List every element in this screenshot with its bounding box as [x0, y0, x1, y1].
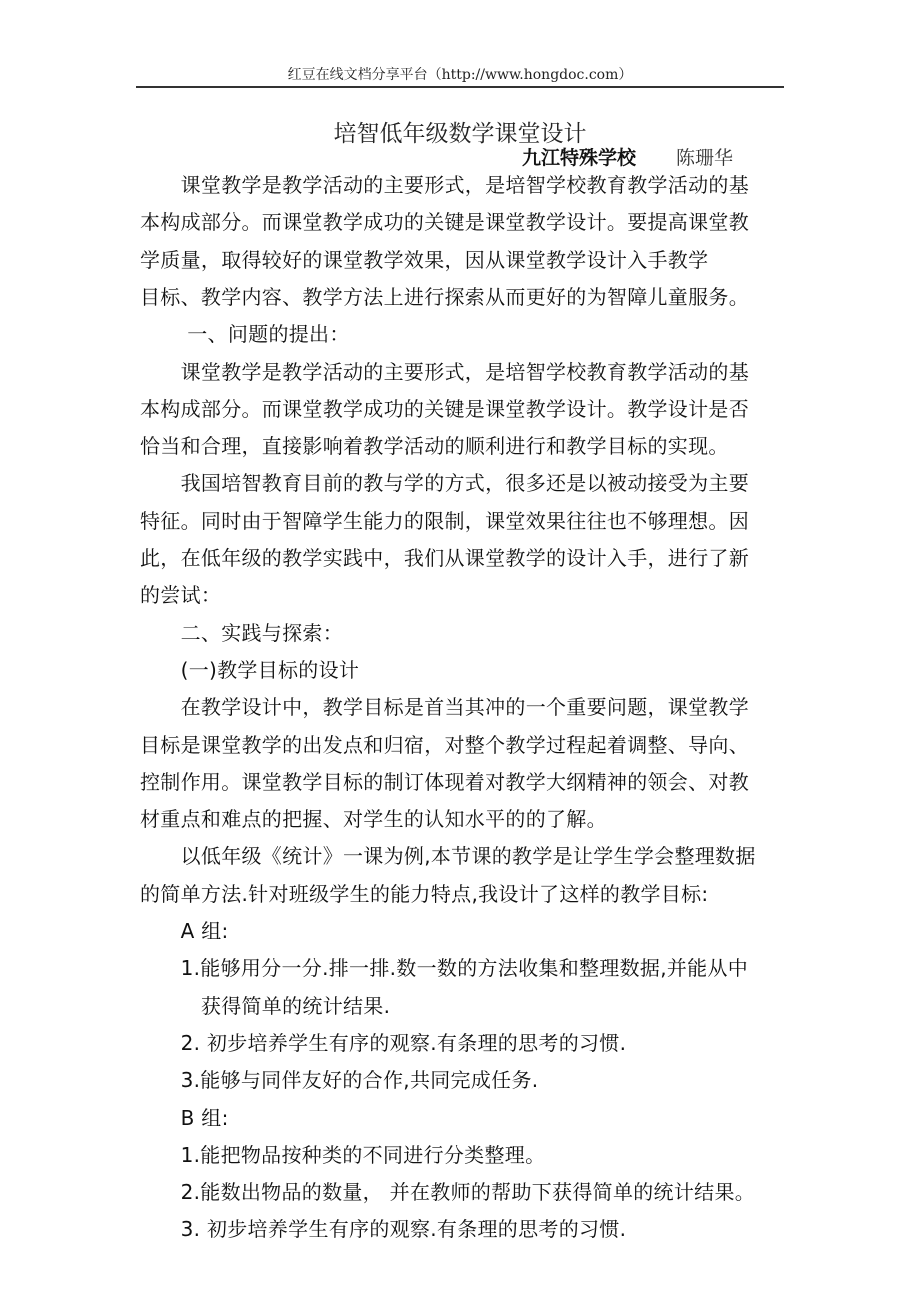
text-line: 目标、教学内容、教学方法上进行探索从而更好的为智障儿童服务。 — [140, 285, 749, 309]
page-header: 红豆在线文档分享平台（http://www.hongdoc.com） — [287, 67, 633, 83]
text-line: (一)教学目标的设计 — [140, 658, 360, 682]
text-line: B 组: — [140, 1106, 229, 1130]
text-line: 2. 初步培养学生有序的观察.有条理的思考的习惯. — [140, 1031, 627, 1055]
author-name: 陈珊华 — [676, 147, 734, 169]
author-school: 九江特殊学校 — [522, 147, 637, 169]
text-line: 控制作用。课堂教学目标的制订体现着对教学大纲精神的领会、对教 — [140, 770, 749, 794]
text-line: 以低年级《统计》一课为例,本节课的教学是让学生学会整理数据 — [140, 844, 756, 868]
text-line: 学质量，取得较好的课堂教学效果，因从课堂教学设计入手教学 — [140, 248, 709, 272]
text-line: 的尝试： — [140, 583, 222, 607]
text-line: 的简单方法.针对班级学生的能力特点,我设计了这样的教学目标: — [140, 882, 709, 906]
text-line: 一、问题的提出： — [140, 322, 350, 346]
text-line: 课堂教学是教学活动的主要形式，是培智学校教育教学活动的基 — [140, 173, 749, 197]
header-rule — [136, 86, 784, 88]
document-title: 培智低年级数学课堂设计 — [333, 121, 587, 147]
text-line: 二、实践与探索： — [140, 621, 343, 645]
text-line: 3. 初步培养学生有序的观察.有条理的思考的习惯. — [140, 1217, 627, 1241]
text-line: 目标是课堂教学的出发点和归宿，对整个教学过程起着调整、导向、 — [140, 733, 749, 757]
text-line: 材重点和难点的把握、对学生的认知水平的的了解。 — [140, 807, 607, 831]
text-line: 本构成部分。而课堂教学成功的关键是课堂教学设计。教学设计是否 — [140, 397, 749, 421]
text-line: 本构成部分。而课堂教学成功的关键是课堂教学设计。要提高课堂教 — [140, 210, 749, 234]
text-line: 1.能把物品按种类的不同进行分类整理。 — [140, 1143, 546, 1167]
text-line: 1.能够用分一分.排一排.数一数的方法收集和整理数据,并能从中 — [140, 956, 749, 980]
text-line: A 组: — [140, 919, 229, 943]
text-line: 获得简单的统计结果. — [140, 994, 391, 1018]
text-line: 课堂教学是教学活动的主要形式，是培智学校教育教学活动的基 — [140, 360, 749, 384]
text-line: 在教学设计中，教学目标是首当其冲的一个重要问题，课堂教学 — [140, 695, 749, 719]
text-line: 恰当和合理，直接影响着教学活动的顺利进行和教学目标的实现。 — [140, 434, 729, 458]
text-line: 特征。同时由于智障学生能力的限制，课堂效果往往也不够理想。因 — [140, 509, 749, 533]
author-line — [522, 146, 733, 170]
text-line: 2.能数出物品的数量， 并在教师的帮助下获得简单的统计结果。 — [140, 1180, 756, 1204]
text-line: 3.能够与同伴友好的合作,共同完成任务. — [140, 1068, 539, 1092]
text-line: 我国培智教育目前的教与学的方式，很多还是以被动接受为主要 — [140, 471, 749, 495]
text-line: 此，在低年级的教学实践中，我们从课堂教学的设计入手，进行了新 — [140, 546, 749, 570]
